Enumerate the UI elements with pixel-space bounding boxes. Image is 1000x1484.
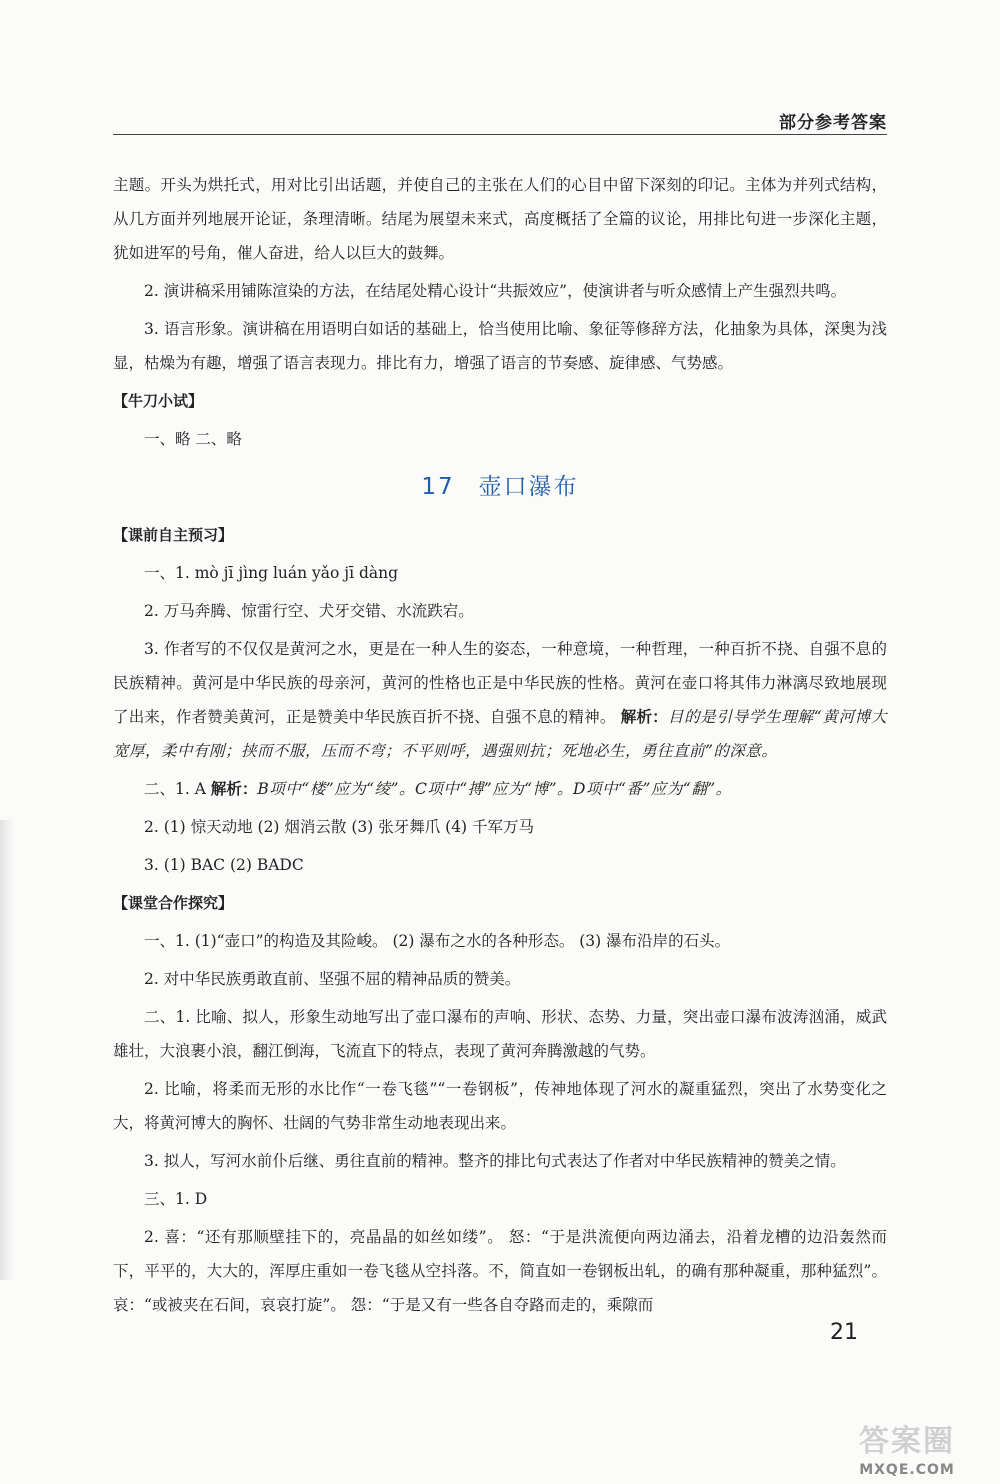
preview-q1-3-analysis: 目的是引导学生理解“黄河博大宽厚，柔中有刚；挟而不服，压而不弯；不平则呼，遇强则抗；死地必生，勇往直前”的深意。 (113, 708, 887, 760)
preview-q2-1 (113, 772, 887, 806)
explore-q3-2: 2. 喜：“还有那顺壁挂下的，亮晶晶的如丝如缕”。 怒：“于是洪流便向两边涌去，沿着龙槽的边沿轰然而下，平平的，大大的，浑厚庄重如一卷飞毯从空抖落。不，简直如一卷钢板出轧，的确有那种凝重，那种猛烈”。 哀：“或被夹在石间，哀哀打旋”。 怨：“于是又有一些各自夺路而走的，乘隙而 (113, 1228, 887, 1314)
chapter-name: 壶口瀑布 (478, 474, 579, 500)
preview-q1-3-answer: 3. 作者写的不仅仅是黄河之水，更是在一种人生的姿态，一种意境，一种哲理，一种百折不挠、自强不息的民族精神。黄河是中华民族的母亲河，黄河的性格也正是中华民族的性格。黄河在壶口将其伟力淋漓尽致地展现了出来，作者赞美黄河，正是赞美中华民族百折不挠、自强不息的精神。 (113, 640, 887, 726)
header-title: 部分参考答案 (779, 113, 887, 133)
watermark-text: MXQE.COM (859, 1462, 955, 1478)
trial-answer: 一、略 二、略 (144, 430, 242, 448)
chapter-title (113, 470, 887, 504)
watermark-logo: 答案圈 (859, 1424, 955, 1459)
intro-paragraph-2: 2. 演讲稿采用铺陈渲染的方法，在结尾处精心设计“共振效应”，使演讲者与听众感情上产生强烈共鸣。 (144, 282, 847, 300)
section-heading-trial: 【牛刀小试】 (113, 392, 204, 410)
explore-q2-1: 二、1. 比喻、拟人，形象生动地写出了壶口瀑布的声响、形状、态势、力量，突出壶口瀑布波涛汹涌，威武雄壮，大浪裹小浪，翻江倒海，飞流直下的特点，表现了黄河奔腾激越的气势。 (113, 1008, 887, 1060)
page-header (113, 108, 887, 135)
explore-q1-1: 一、1. (1)“壶口”的构造及其险峻。 (2) 瀑布之水的各种形态。 (3) 瀑布沿岸的石头。 (144, 932, 731, 950)
section-heading-preview: 【课前自主预习】 (113, 526, 234, 544)
preview-q2-3: 3. (1) BAC (2) BADC (144, 856, 304, 874)
analysis-label: 解析： (620, 708, 668, 726)
explore-q1-2: 2. 对中华民族勇敢直前、坚强不屈的精神品质的赞美。 (144, 970, 521, 988)
explore-q2-2: 2. 比喻，将柔而无形的水比作“一卷飞毯”“一卷钢板”，传神地体现了河水的凝重猛烈，突出了水势变化之大，将黄河博大的胸怀、壮阔的气势非常生动地表现出来。 (113, 1080, 887, 1132)
intro-paragraph-1: 主题。开头为烘托式，用对比引出话题，并使自己的主张在人们的心目中留下深刻的印记。主体为并列式结构，从几方面并列地展开论证，条理清晰。结尾为展望未来式，高度概括了全篇的议论，用排比句进一步深化主题，犹如进军的号角，催人奋进，给人以巨大的鼓舞。 (113, 176, 887, 262)
preview-q1-2: 2. 万马奔腾、惊雷行空、犬牙交错、水流跌宕。 (144, 602, 474, 620)
preview-q1-1: 一、1. mò jī jìng luán yǎo jī dàng (144, 564, 399, 582)
page-number: 21 (830, 1320, 858, 1345)
preview-q1-3 (113, 632, 887, 768)
analysis-label: 解析： (210, 780, 258, 798)
watermark (832, 1418, 982, 1478)
preview-q2-2: 2. (1) 惊天动地 (2) 烟消云散 (3) 张牙舞爪 (4) 千军万马 (144, 818, 535, 836)
preview-q2-1-analysis: B项中“楼”应为“绫”。C项中“搏”应为“博”。D项中“番”应为“翻”。 (257, 780, 732, 798)
page-edge-shadow (0, 820, 14, 1280)
page-content (113, 168, 887, 1326)
preview-q2-1-answer: 二、1. A (144, 780, 206, 798)
section-heading-explore: 【课堂合作探究】 (113, 894, 234, 912)
explore-q2-3: 3. 拟人，写河水前仆后继、勇往直前的精神。整齐的排比句式表达了作者对中华民族精神的赞美之情。 (144, 1152, 846, 1170)
explore-q3-1: 三、1. D (144, 1190, 208, 1208)
intro-paragraph-3: 3. 语言形象。演讲稿在用语明白如话的基础上，恰当使用比喻、象征等修辞方法，化抽象为具体，深奥为浅显，枯燥为有趣，增强了语言表现力。排比有力，增强了语言的节奏感、旋律感、气势感。 (113, 320, 887, 372)
chapter-number: 17 (421, 474, 455, 500)
